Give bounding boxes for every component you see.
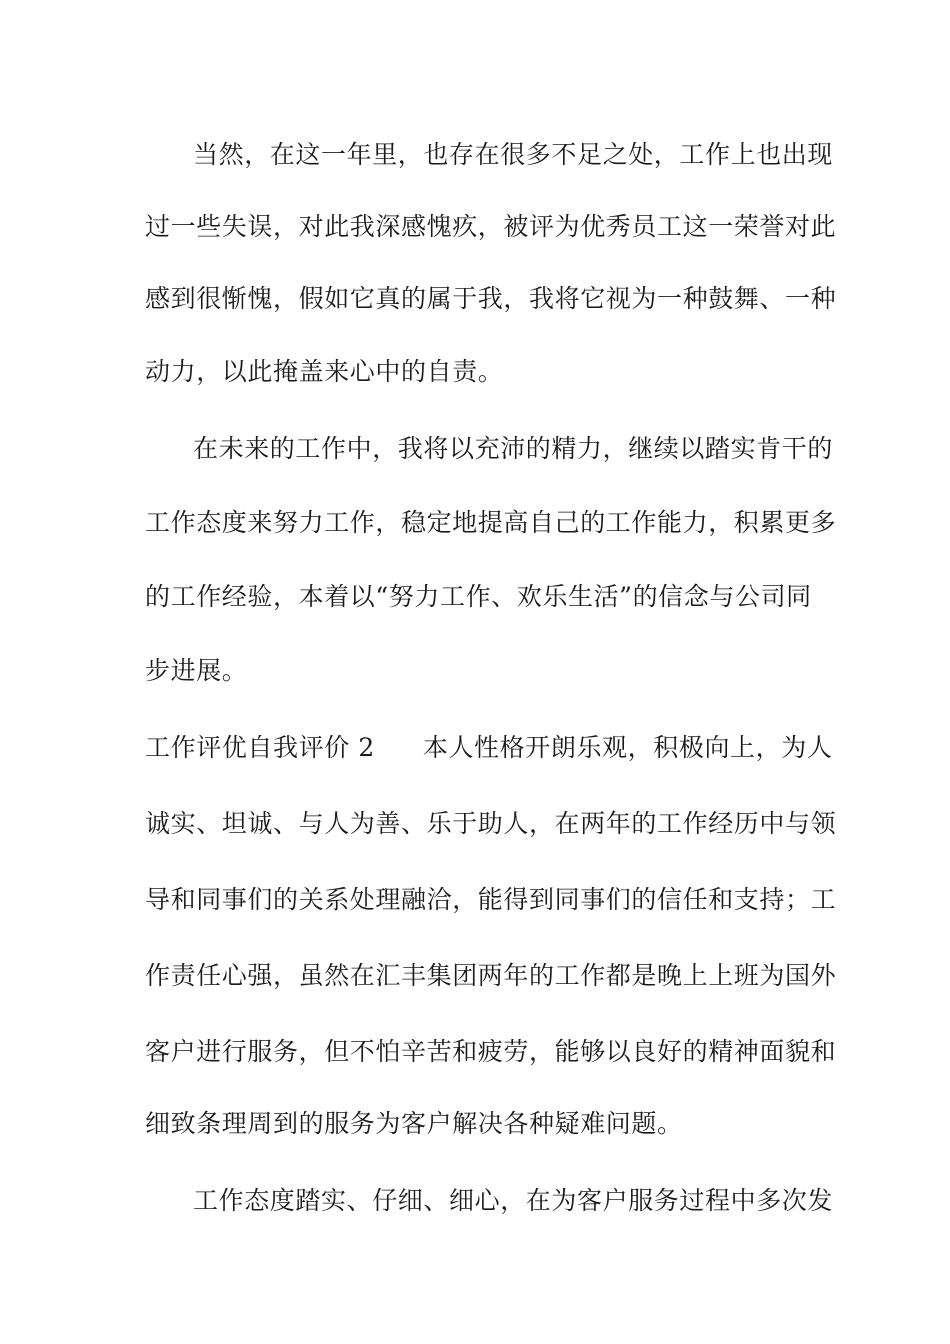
- section-heading: 工作评优自我评价 2: [145, 733, 375, 762]
- paragraph-line: 的工作经验，本着以“努力工作、欢乐生活”的信念与公司同: [145, 582, 812, 611]
- paragraph-line: 作责任心强，虽然在汇丰集团两年的工作都是晚上上班为国外: [145, 961, 837, 990]
- paragraph-line: 工作态度来努力工作，稳定地提高自己的工作能力，积累更多: [145, 508, 837, 537]
- paragraph-line: 客户进行服务，但不怕辛苦和疲劳，能够以良好的精神面貌和: [145, 1037, 837, 1066]
- paragraph-line: 在未来的工作中，我将以充沛的精力，继续以踏实肯干的: [193, 434, 834, 463]
- paragraph-line: 工作态度踏实、仔细、细心，在为客户服务过程中多次发: [193, 1186, 834, 1215]
- paragraph-line: 感到很惭愧，假如它真的属于我，我将它视为一种鼓舞、一种: [145, 284, 837, 313]
- paragraph-line: 诚实、坦诚、与人为善、乐于助人，在两年的工作经历中与领: [145, 809, 837, 838]
- paragraph-line: 步进展。: [145, 656, 248, 685]
- paragraph-line: 细致条理周到的服务为客户解决各种疑难问题。: [145, 1109, 683, 1138]
- paragraph-line: 过一些失误，对此我深感愧疚，被评为优秀员工这一荣誉对此: [145, 212, 837, 241]
- section-heading-line: [145, 732, 833, 764]
- paragraph-line: 当然，在这一年里，也存在很多不足之处，工作上也出现: [193, 140, 834, 169]
- paragraph-line: 导和同事们的关系处理融洽，能得到同事们的信任和支持；工: [145, 885, 837, 914]
- paragraph-text: 本人性格开朗乐观，积极向上，为人: [422, 733, 833, 762]
- paragraph-line: 动力，以此掩盖来心中的自责。: [145, 357, 504, 386]
